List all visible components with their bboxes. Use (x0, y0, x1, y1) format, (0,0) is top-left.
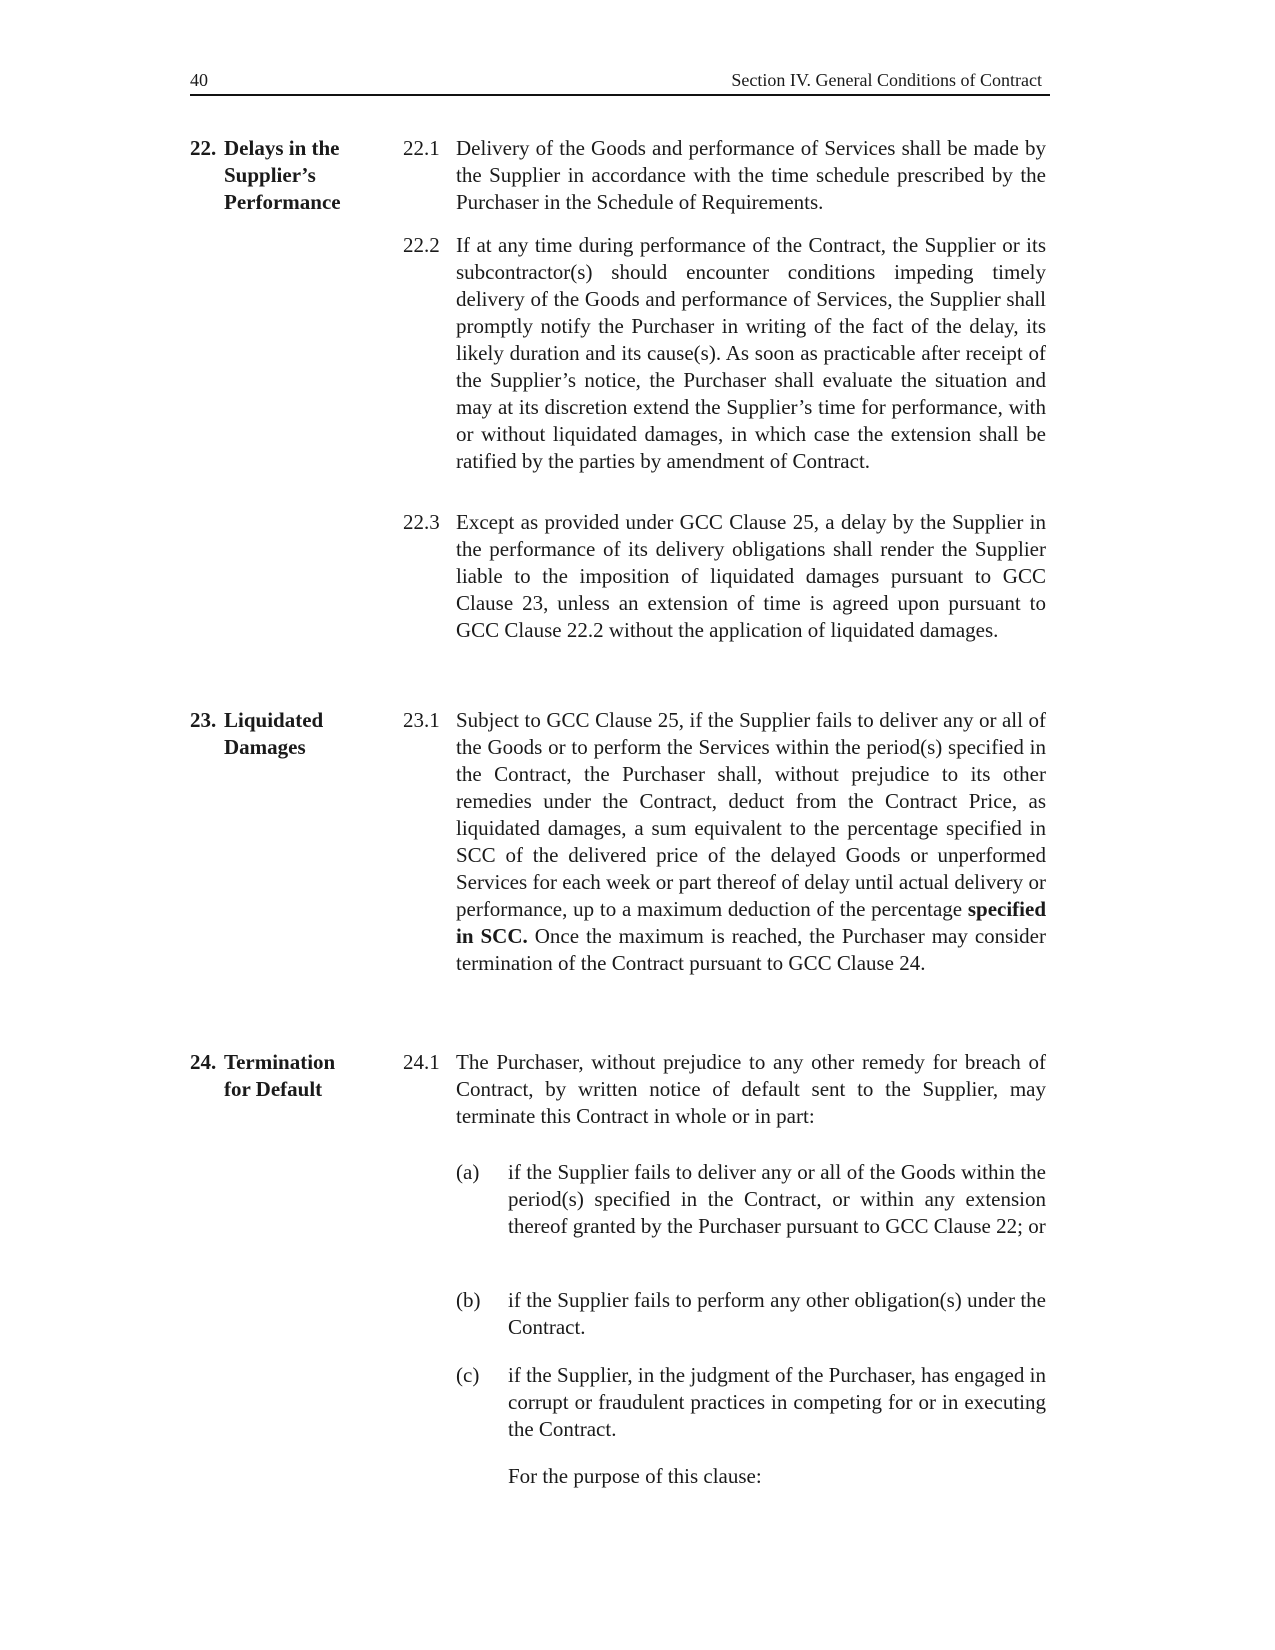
section-22-heading: 22. Delays in the Supplier’s Performance (190, 136, 341, 214)
clause-22-1: 22.1 Delivery of the Goods and performance of Services shall be made by the Supplier in accordance with the time schedule prescribed by the Purchaser in the Schedule of Requirements. (403, 136, 1046, 214)
section-title: Section IV. General Conditions of Contract (731, 70, 1042, 90)
clause-23-1: 23.1 Subject to GCC Clause 25, if the Supplier fails to deliver any or all of the Goods or to perform the Services within the period(s) specified in the Contract, the Purchaser shall, without prejudice to its other remedies under the Contract, deduct from the Contract Price, as liquidated damages, a sum equivalent to the percentage specified in SCC of the delivered price of the delayed Goods or unperformed Services for each week or part thereof of delay until actual delivery or performance, up to a maximum deduction of the percentage specified in SCC. Once the maximum is reached, the Purchaser may consider termination of the Contract pursuant to GCC Clause 24. (403, 708, 1046, 975)
page-number: 40 (190, 70, 208, 90)
clause-22-2: 22.2 If at any time during performance of the Contract, the Supplier or its subcontractor(s) should encounter conditions impeding timely delivery of the Goods and performance of Services, the Supplier shall promptly notify the Purchaser in writing of the fact of the delay, its likely duration and its cause(s). As soon as practicable after receipt of the Supplier’s notice, the Purchaser shall evaluate the situation and may at its discretion extend the Supplier’s time for performance, with or without liquidated damages, in which case the extension shall be ratified by the parties by amendment of Contract. (403, 233, 1046, 473)
clause-24-1: 24.1 The Purchaser, without prejudice to any other remedy for breach of Contract, by written notice of default sent to the Supplier, may terminate this Contract in whole or in part: (403, 1050, 1046, 1128)
subitem-b: (b) if the Supplier fails to perform any other obligation(s) under the Contract. (456, 1288, 1046, 1339)
subitem-a: (a) if the Supplier fails to deliver any or all of the Goods within the period(s) specified in the Contract, or within any extension thereof granted by the Purchaser pursuant to GCC Clause 22; or (456, 1160, 1046, 1238)
trailing-text: For the purpose of this clause: (508, 1464, 762, 1488)
bold-specified-in-scc: specified in SCC. (456, 897, 1046, 948)
page-header (190, 68, 1050, 96)
clause-22-3: 22.3 Except as provided under GCC Clause 25, a delay by the Supplier in the performance of its delivery obligations shall render the Supplier liable to the imposition of liquidated damages pursuant to GCC Clause 23, unless an extension of time is agreed upon pursuant to GCC Clause 22.2 without the application of liquidated damages. (403, 510, 1046, 642)
section-23-heading: 23. Liquidated Damages (190, 708, 324, 759)
subitem-c: (c) if the Supplier, in the judgment of the Purchaser, has engaged in corrupt or fraudulent practices in competing for or in executing the Contract. (456, 1363, 1046, 1441)
section-24-heading: 24. Termination for Default (190, 1050, 336, 1101)
